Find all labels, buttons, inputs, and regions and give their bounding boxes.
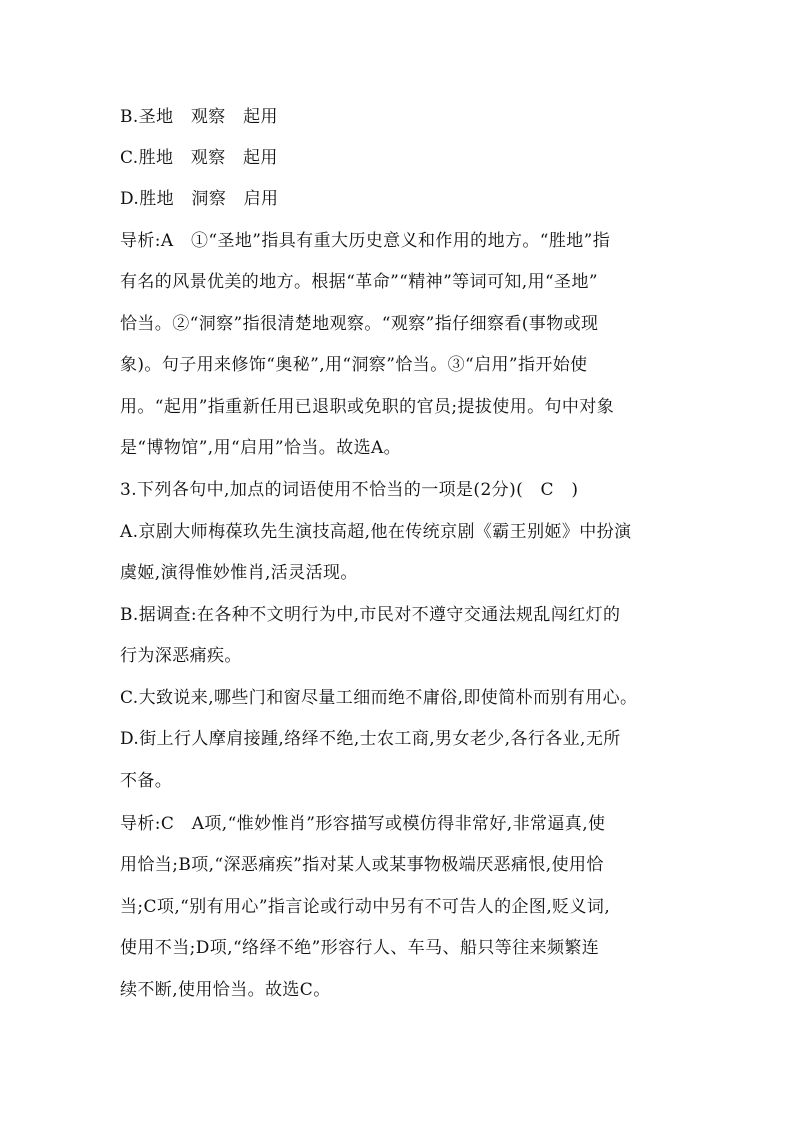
explanation-line: 当;C项,“别有用心”指言论或行动中另有不可告人的企图,贬义词,: [120, 897, 611, 917]
explanation-line: 续不断,使用恰当。故选C。: [120, 980, 331, 1000]
question-option-line: B.据调查:在各种不文明行为中,市民对不遵守交通法规乱闯红灯的: [120, 605, 621, 625]
question-option-line: D.街上行人摩肩接踵,络绎不绝,士农工商,男女老少,各行各业,无所: [120, 729, 621, 749]
explanation-line: 有名的风景优美的地方。根据“革命”“精神”等词可知,用“圣地”: [120, 272, 598, 292]
explanation-line: 象)。句子用来修饰“奥秘”,用“洞察”恰当。③“启用”指开始使: [120, 355, 588, 375]
question-option-line: 不备。: [120, 771, 173, 791]
explanation-line: 导析:C A项,“惟妙惟肖”形容描写或模仿得非常好,非常逼真,使: [120, 814, 606, 834]
question-stem: 3.下列各句中,加点的词语使用不恰当的一项是(2分)( C ): [120, 480, 579, 500]
explanation-line: 使用不当;D项,“络绎不绝”形容行人、车马、船只等往来频繁连: [120, 938, 600, 958]
option-b-line: B.圣地 观察 起用: [120, 107, 278, 127]
question-option-line: C.大致说来,哪些门和窗尽量工细而绝不庸俗,即使简朴而别有用心。: [120, 688, 638, 708]
option-d-line: D.胜地 洞察 启用: [120, 189, 279, 209]
option-c-line: C.胜地 观察 起用: [120, 148, 278, 168]
question-option-line: 行为深恶痛疾。: [120, 646, 242, 666]
explanation-line: 用。“起用”指重新任用已退职或免职的官员;提拔使用。句中对象: [120, 397, 615, 417]
explanation-line: 恰当。②“洞察”指很清楚地观察。“观察”指仔细察看(事物或现: [120, 314, 599, 334]
question-option-line: A.京剧大师梅葆玖先生演技高超,他在传统京剧《霸王别姬》中扮演: [120, 522, 632, 542]
explanation-line: 导析:A ①“圣地”指具有重大历史意义和作用的地方。“胜地”指: [120, 231, 611, 251]
explanation-line: 是“博物馆”,用“启用”恰当。故选A。: [120, 438, 402, 458]
question-option-line: 虞姬,演得惟妙惟肖,活灵活现。: [120, 563, 358, 583]
explanation-line: 用恰当;B项,“深恶痛疾”指对某人或某事物极端厌恶痛恨,使用恰: [120, 855, 604, 875]
